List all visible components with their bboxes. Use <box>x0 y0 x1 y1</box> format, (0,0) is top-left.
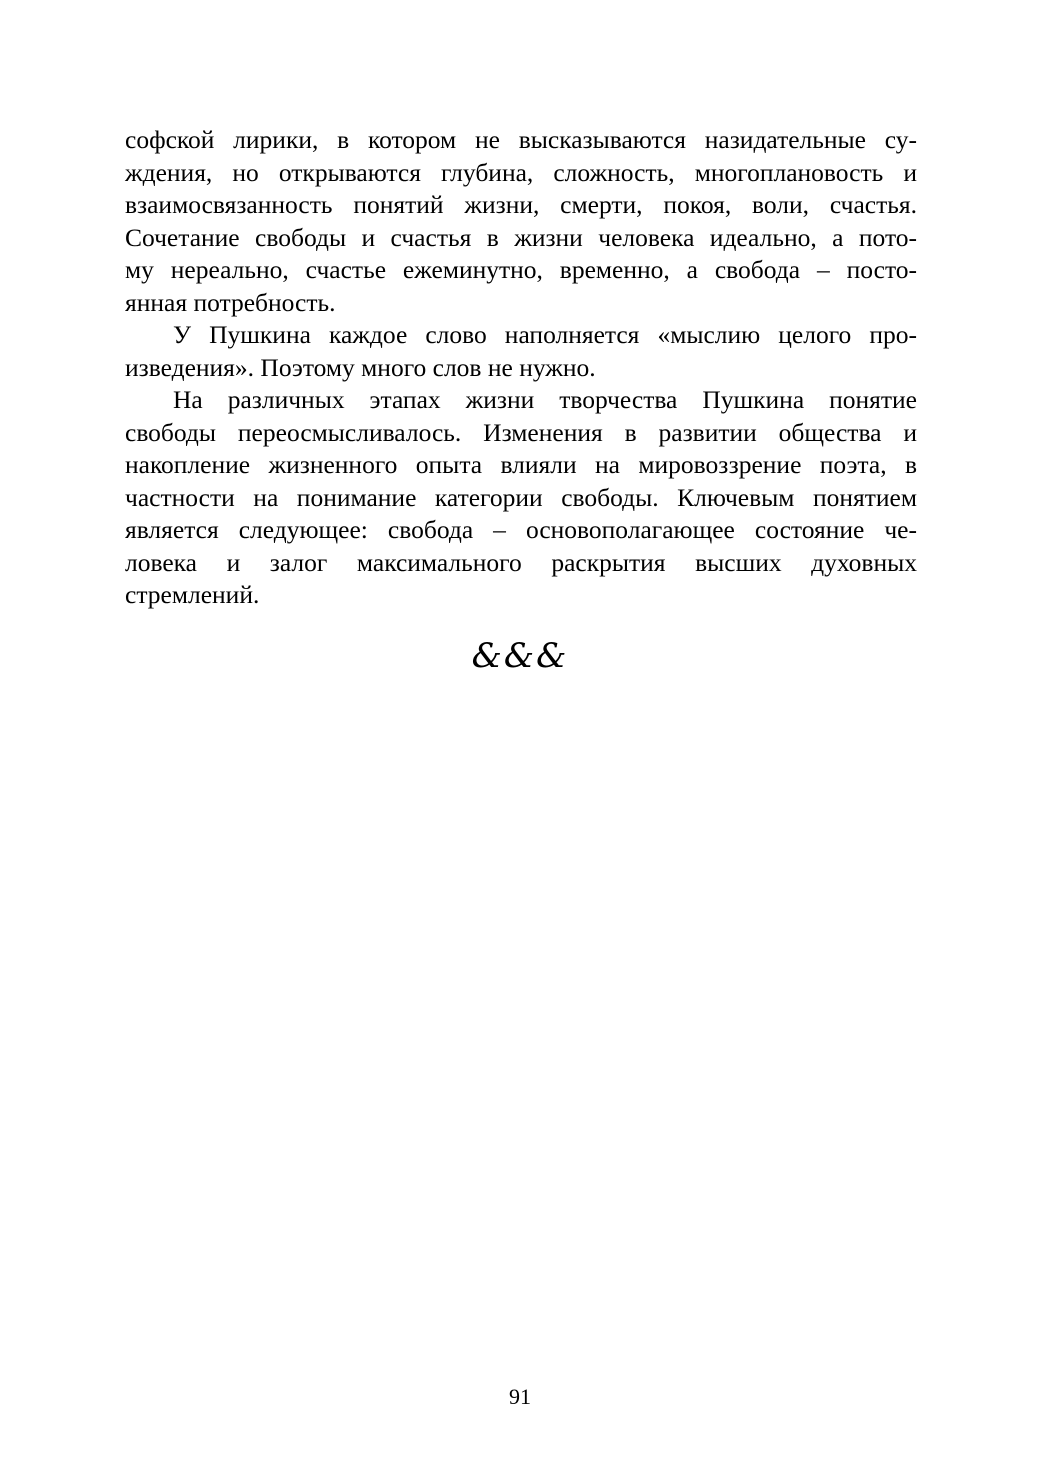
page-body <box>125 124 917 612</box>
text-line: Сочетание свободы и счастья в жизни человека идеально, а пото- <box>125 222 917 252</box>
text-line: изведения». Поэтому много слов не нужно. <box>125 352 596 382</box>
text-line: ждения, но открываются глубина, сложность, многоплановость и <box>125 157 917 187</box>
text-line: накопление жизненного опыта влияли на мировоззрение поэта, в <box>125 450 917 479</box>
paragraph-3 <box>125 384 917 612</box>
paragraph-2 <box>125 319 917 384</box>
text-line: софской лирики, в котором не высказываются назидательные су- <box>125 125 917 154</box>
text-line: взаимосвязанность понятий жизни, смерти, покоя, воли, счастья. <box>125 190 917 219</box>
text-line: му нереально, счастье ежеминутно, временно, а свобода – посто- <box>125 255 917 284</box>
text-line: является следующее: свобода – основополагающее состояние че- <box>125 515 917 544</box>
text-line: частности на понимание категории свободы. Ключевым понятием <box>125 482 917 512</box>
text-line: стремлений. <box>125 580 260 609</box>
paragraph-1 <box>125 124 917 319</box>
text-line: свободы переосмысливалось. Изменения в развитии общества и <box>125 417 917 447</box>
text-line: У Пушкина каждое слово наполняется «мыслию целого про- <box>173 320 917 349</box>
text-line: ловека и залог максимального раскрытия высших духовных <box>125 547 917 577</box>
page-number: 91 <box>509 1384 531 1409</box>
text-line: На различных этапах жизни творчества Пушкина понятие <box>173 385 917 414</box>
section-ornament: &&& <box>471 636 569 676</box>
text-line: янная потребность. <box>125 287 336 317</box>
